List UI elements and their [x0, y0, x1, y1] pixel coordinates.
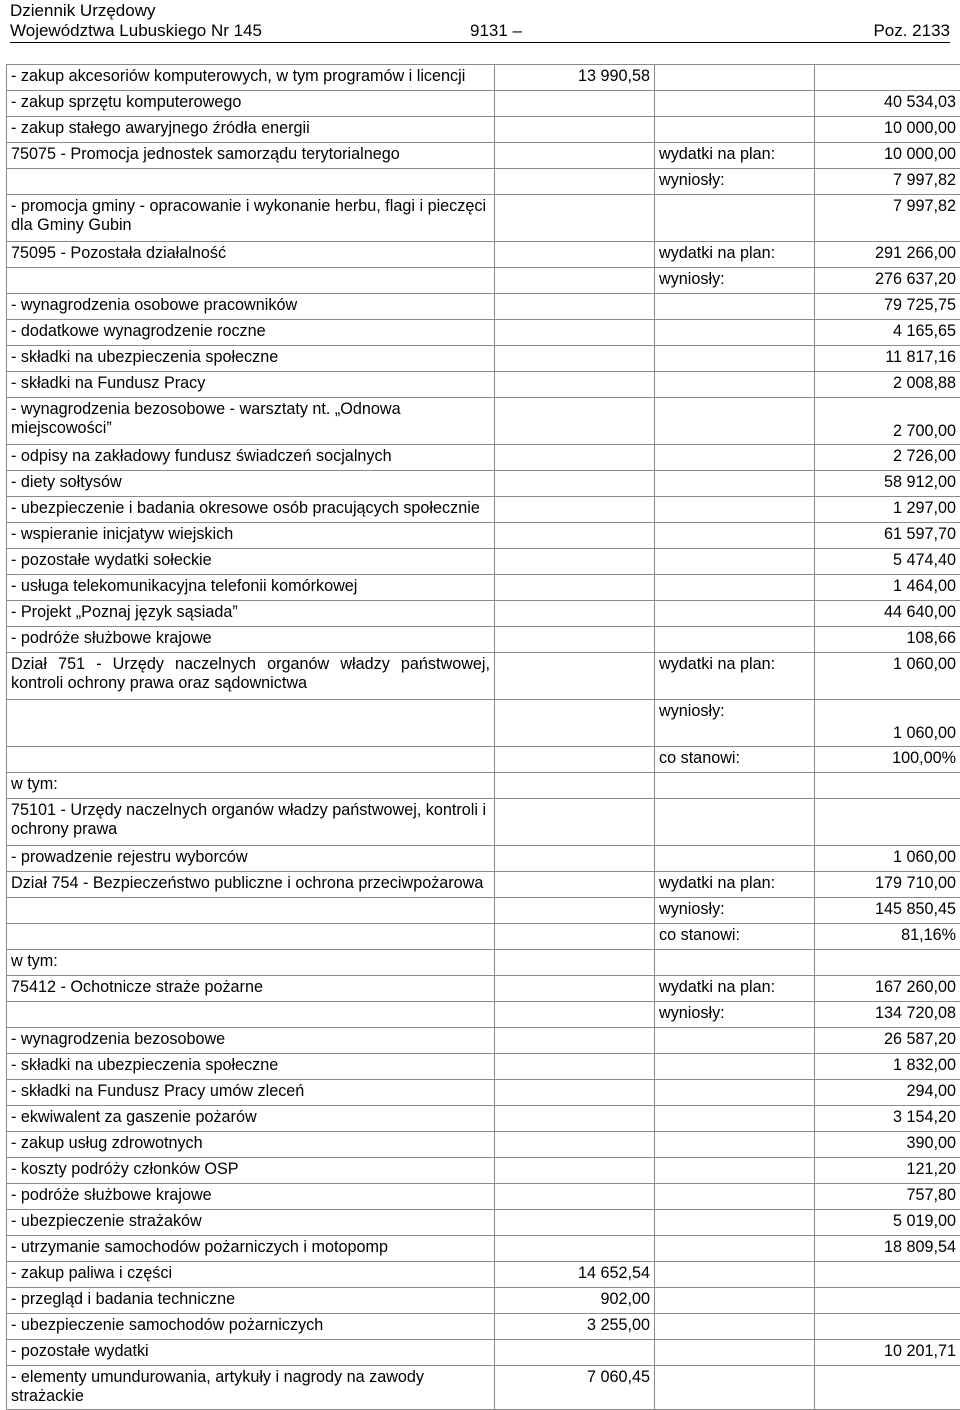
row-description: - usługa telekomunikacyjna telefonii komórkowej [7, 575, 495, 601]
row-description: Dział 754 - Bezpieczeństwo publiczne i ochrona przeciwpożarowa [7, 872, 495, 898]
row-description: - ubezpieczenie samochodów pożarniczych [7, 1314, 495, 1340]
row-amount: 18 809,54 [815, 1236, 960, 1262]
row-amount: 10 000,00 [815, 143, 960, 169]
row-amount: 7 997,82 [815, 195, 960, 242]
row-amount [815, 65, 960, 91]
row-amount: 10 201,71 [815, 1340, 960, 1366]
row-description: - prowadzenie rejestru wyborców [7, 846, 495, 872]
row-label [655, 445, 815, 471]
table-row [7, 976, 960, 1002]
row-subamount [495, 601, 655, 627]
row-amount [815, 773, 960, 799]
expenditure-table [6, 64, 960, 1410]
row-description: 75075 - Promocja jednostek samorządu terytorialnego [7, 143, 495, 169]
table-row [7, 1210, 960, 1236]
row-description: - składki na ubezpieczenia społeczne [7, 346, 495, 372]
row-amount: 58 912,00 [815, 471, 960, 497]
row-label [655, 65, 815, 91]
row-label [655, 1236, 815, 1262]
row-subamount [495, 872, 655, 898]
page-number: 9131 – [470, 21, 522, 40]
row-label [655, 497, 815, 523]
row-subamount [495, 497, 655, 523]
row-subamount [495, 195, 655, 242]
table-row [7, 65, 960, 91]
row-amount: 2 008,88 [815, 372, 960, 398]
row-amount: 2 726,00 [815, 445, 960, 471]
table-row [7, 1028, 960, 1054]
row-description [7, 898, 495, 924]
row-subamount [495, 773, 655, 799]
table-row [7, 242, 960, 268]
row-amount [815, 799, 960, 846]
row-description: - Projekt „Poznaj język sąsiada” [7, 601, 495, 627]
row-label [655, 294, 815, 320]
row-amount: 3 154,20 [815, 1106, 960, 1132]
row-label [655, 320, 815, 346]
row-amount: 757,80 [815, 1184, 960, 1210]
row-description: 75412 - Ochotnicze straże pożarne [7, 976, 495, 1002]
row-subamount [495, 471, 655, 497]
row-subamount [495, 346, 655, 372]
page-header [10, 0, 950, 43]
table-row [7, 1132, 960, 1158]
row-label [655, 398, 815, 445]
row-amount: 276 637,20 [815, 268, 960, 294]
row-amount: 1 297,00 [815, 497, 960, 523]
row-subamount [495, 117, 655, 143]
row-amount: 4 165,65 [815, 320, 960, 346]
table-row [7, 898, 960, 924]
row-description: - diety sołtysów [7, 471, 495, 497]
row-label [655, 1262, 815, 1288]
row-description: - zakup usług zdrowotnych [7, 1132, 495, 1158]
row-label [655, 1132, 815, 1158]
table-row [7, 398, 960, 445]
row-subamount [495, 1158, 655, 1184]
row-amount [815, 950, 960, 976]
row-label [655, 195, 815, 242]
row-label: wyniosły: [655, 1002, 815, 1028]
row-subamount [495, 1106, 655, 1132]
row-subamount [495, 799, 655, 846]
row-label [655, 1288, 815, 1314]
row-description: 75095 - Pozostała działalność [7, 242, 495, 268]
row-description: w tym: [7, 950, 495, 976]
table-row [7, 1158, 960, 1184]
row-subamount: 13 990,58 [495, 65, 655, 91]
row-amount: 44 640,00 [815, 601, 960, 627]
row-amount: 26 587,20 [815, 1028, 960, 1054]
table-row [7, 747, 960, 773]
row-description: 75101 - Urzędy naczelnych organów władzy państwowej, kontroli i ochrony prawa [7, 799, 495, 846]
row-label [655, 773, 815, 799]
row-subamount [495, 523, 655, 549]
row-description: - podróże służbowe krajowe [7, 1184, 495, 1210]
table-row [7, 471, 960, 497]
table-row [7, 924, 960, 950]
row-subamount [495, 294, 655, 320]
table-row [7, 1314, 960, 1340]
row-subamount [495, 91, 655, 117]
row-amount: 10 000,00 [815, 117, 960, 143]
row-label [655, 1028, 815, 1054]
row-label: wydatki na plan: [655, 872, 815, 898]
row-description [7, 924, 495, 950]
row-description: - utrzymanie samochodów pożarniczych i motopomp [7, 1236, 495, 1262]
row-description: - ubezpieczenie strażaków [7, 1210, 495, 1236]
row-subamount [495, 320, 655, 346]
row-label: co stanowi: [655, 747, 815, 773]
table-row [7, 143, 960, 169]
row-amount: 5 474,40 [815, 549, 960, 575]
table-row [7, 195, 960, 242]
table-row [7, 1080, 960, 1106]
row-label [655, 549, 815, 575]
row-description [7, 700, 495, 747]
row-subamount: 902,00 [495, 1288, 655, 1314]
table-row [7, 1262, 960, 1288]
row-label [655, 1080, 815, 1106]
row-label [655, 1054, 815, 1080]
table-row [7, 1184, 960, 1210]
row-subamount [495, 143, 655, 169]
row-amount: 1 464,00 [815, 575, 960, 601]
table-row [7, 91, 960, 117]
table-row [7, 1002, 960, 1028]
row-subamount [495, 976, 655, 1002]
row-amount: 167 260,00 [815, 976, 960, 1002]
row-amount [815, 1366, 960, 1410]
row-description: - wynagrodzenia osobowe pracowników [7, 294, 495, 320]
row-subamount [495, 445, 655, 471]
table-row [7, 575, 960, 601]
table-row [7, 872, 960, 898]
row-subamount [495, 1210, 655, 1236]
row-description: - składki na Fundusz Pracy [7, 372, 495, 398]
row-label [655, 117, 815, 143]
row-amount: 294,00 [815, 1080, 960, 1106]
row-description: - wspieranie inicjatyw wiejskich [7, 523, 495, 549]
row-description: - składki na Fundusz Pracy umów zleceń [7, 1080, 495, 1106]
row-subamount [495, 372, 655, 398]
row-label [655, 346, 815, 372]
row-amount: 61 597,70 [815, 523, 960, 549]
row-amount: 1 060,00 [815, 700, 960, 747]
row-subamount [495, 575, 655, 601]
row-amount: 390,00 [815, 1132, 960, 1158]
row-subamount [495, 1028, 655, 1054]
table-row [7, 700, 960, 747]
table-row [7, 627, 960, 653]
row-amount: 79 725,75 [815, 294, 960, 320]
row-label: wyniosły: [655, 898, 815, 924]
table-row [7, 1340, 960, 1366]
row-amount [815, 1262, 960, 1288]
table-row [7, 846, 960, 872]
table-row [7, 445, 960, 471]
row-description: - zakup stałego awaryjnego źródła energii [7, 117, 495, 143]
row-amount: 145 850,45 [815, 898, 960, 924]
row-label: wydatki na plan: [655, 976, 815, 1002]
row-label: wyniosły: [655, 268, 815, 294]
row-description: - koszty podróży członków OSP [7, 1158, 495, 1184]
table-row [7, 773, 960, 799]
row-subamount [495, 1340, 655, 1366]
table-row [7, 653, 960, 700]
row-description: - odpisy na zakładowy fundusz świadczeń socjalnych [7, 445, 495, 471]
row-subamount [495, 653, 655, 700]
row-amount: 40 534,03 [815, 91, 960, 117]
row-description [7, 268, 495, 294]
table-row [7, 117, 960, 143]
row-amount [815, 1288, 960, 1314]
row-label [655, 950, 815, 976]
row-subamount [495, 898, 655, 924]
row-label [655, 846, 815, 872]
row-amount: 179 710,00 [815, 872, 960, 898]
row-description [7, 1002, 495, 1028]
row-subamount [495, 700, 655, 747]
table-row [7, 1366, 960, 1410]
row-description [7, 747, 495, 773]
row-subamount [495, 268, 655, 294]
row-amount: 1 060,00 [815, 653, 960, 700]
row-label: wydatki na plan: [655, 242, 815, 268]
row-label [655, 575, 815, 601]
row-subamount [495, 1054, 655, 1080]
row-description: - podróże służbowe krajowe [7, 627, 495, 653]
row-subamount [495, 549, 655, 575]
row-description: - zakup sprzętu komputerowego [7, 91, 495, 117]
row-subamount [495, 398, 655, 445]
row-description: - zakup paliwa i części [7, 1262, 495, 1288]
journal-issue: Województwa Lubuskiego Nr 145 [10, 21, 262, 40]
row-subamount [495, 924, 655, 950]
row-amount: 291 266,00 [815, 242, 960, 268]
row-subamount [495, 846, 655, 872]
row-amount: 11 817,16 [815, 346, 960, 372]
table-row [7, 294, 960, 320]
row-amount: 5 019,00 [815, 1210, 960, 1236]
row-description: w tym: [7, 773, 495, 799]
row-label [655, 1158, 815, 1184]
row-subamount [495, 1002, 655, 1028]
row-description [7, 169, 495, 195]
table-row [7, 1106, 960, 1132]
table-row [7, 799, 960, 846]
row-description: - przegląd i badania techniczne [7, 1288, 495, 1314]
position-number: Poz. 2133 [873, 21, 950, 40]
row-amount: 100,00% [815, 747, 960, 773]
row-label [655, 1210, 815, 1236]
row-label: co stanowi: [655, 924, 815, 950]
row-description: - składki na ubezpieczenia społeczne [7, 1054, 495, 1080]
table-row [7, 549, 960, 575]
row-description: - pozostałe wydatki sołeckie [7, 549, 495, 575]
row-subamount [495, 627, 655, 653]
row-label [655, 1366, 815, 1410]
row-label [655, 471, 815, 497]
row-subamount [495, 747, 655, 773]
row-subamount [495, 1236, 655, 1262]
row-subamount [495, 950, 655, 976]
row-subamount [495, 1184, 655, 1210]
row-label: wyniosły: [655, 169, 815, 195]
table-row [7, 1288, 960, 1314]
table-row [7, 1054, 960, 1080]
row-description: - pozostałe wydatki [7, 1340, 495, 1366]
row-description: - wynagrodzenia bezosobowe [7, 1028, 495, 1054]
table-row [7, 601, 960, 627]
row-label [655, 601, 815, 627]
row-label [655, 1314, 815, 1340]
row-amount: 121,20 [815, 1158, 960, 1184]
table-row [7, 950, 960, 976]
row-label [655, 1184, 815, 1210]
row-label: wydatki na plan: [655, 143, 815, 169]
row-label: wyniosły: [655, 700, 815, 747]
row-subamount: 14 652,54 [495, 1262, 655, 1288]
row-amount: 134 720,08 [815, 1002, 960, 1028]
expenditure-table-body [7, 65, 960, 1410]
row-subamount [495, 242, 655, 268]
row-label [655, 627, 815, 653]
row-description: - elementy umundurowania, artykuły i nagrody na zawody strażackie [7, 1366, 495, 1410]
row-amount: 108,66 [815, 627, 960, 653]
table-row [7, 169, 960, 195]
row-subamount: 3 255,00 [495, 1314, 655, 1340]
row-label [655, 91, 815, 117]
table-row [7, 1236, 960, 1262]
row-label [655, 372, 815, 398]
row-description: - promocja gminy - opracowanie i wykonanie herbu, flagi i pieczęci dla Gminy Gubin [7, 195, 495, 242]
row-label: wydatki na plan: [655, 653, 815, 700]
row-description: Dział 751 - Urzędy naczelnych organów władzy państwowej, kontroli ochrony prawa oraz sądownictwa [7, 653, 495, 700]
row-label [655, 523, 815, 549]
table-row [7, 268, 960, 294]
row-amount: 7 997,82 [815, 169, 960, 195]
row-description: - wynagrodzenia bezosobowe - warsztaty nt. „Odnowa miejscowości” [7, 398, 495, 445]
row-amount: 2 700,00 [815, 398, 960, 445]
row-amount: 1 060,00 [815, 846, 960, 872]
row-label [655, 799, 815, 846]
row-subamount [495, 1132, 655, 1158]
row-description: - dodatkowe wynagrodzenie roczne [7, 320, 495, 346]
row-description: - ubezpieczenie i badania okresowe osób pracujących społecznie [7, 497, 495, 523]
row-label [655, 1340, 815, 1366]
row-description: - zakup akcesoriów komputerowych, w tym programów i licencji [7, 65, 495, 91]
table-row [7, 372, 960, 398]
row-label [655, 1106, 815, 1132]
row-subamount [495, 169, 655, 195]
row-subamount: 7 060,45 [495, 1366, 655, 1410]
journal-title: Dziennik Urzędowy [10, 1, 156, 20]
table-row [7, 497, 960, 523]
table-row [7, 320, 960, 346]
table-row [7, 523, 960, 549]
table-row [7, 346, 960, 372]
row-amount: 81,16% [815, 924, 960, 950]
row-subamount [495, 1080, 655, 1106]
row-amount: 1 832,00 [815, 1054, 960, 1080]
row-amount [815, 1314, 960, 1340]
row-description: - ekwiwalent za gaszenie pożarów [7, 1106, 495, 1132]
